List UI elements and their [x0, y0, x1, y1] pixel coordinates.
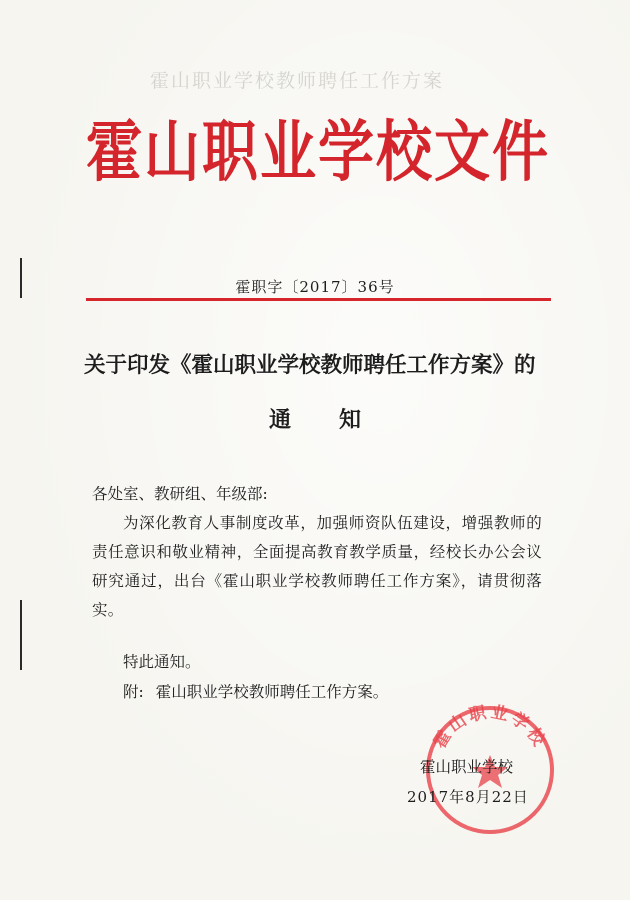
bleed-through-text: 霍山职业学校教师聘任工作方案 — [150, 70, 445, 92]
signature-date: 2017年8月22日 — [407, 788, 529, 806]
notice-title: 关于印发《霍山职业学校教师聘任工作方案》的 — [84, 353, 536, 378]
attachment-label: 附: — [123, 683, 144, 701]
closing-line: 特此通知。 — [123, 653, 201, 671]
attachment-text: 霍山职业学校教师聘任工作方案。 — [155, 683, 389, 701]
body-paragraph: 为深化教育人事制度改革，加强师资队伍建设，增强教师的责任意识和敬业精神，全面提高教育教学质量，经校长办公会议研究通过，出台《霍山职业学校教师聘任工作方案》，请贯彻落实。 — [92, 514, 542, 619]
document-header-title: 霍山职业学校文件 — [86, 113, 550, 192]
notice-subtitle: 通知 — [268, 407, 409, 433]
margin-mark-bottom — [20, 600, 22, 670]
document-number: 霍职字〔2017〕36号 — [235, 278, 395, 296]
attachment-line — [123, 678, 388, 707]
signature-organization: 霍山职业学校 — [420, 758, 514, 776]
seal-text: 霍山职业学校 — [429, 702, 551, 753]
red-divider-line — [86, 298, 551, 301]
salutation: 各处室、教研组、年级部: — [92, 485, 268, 503]
